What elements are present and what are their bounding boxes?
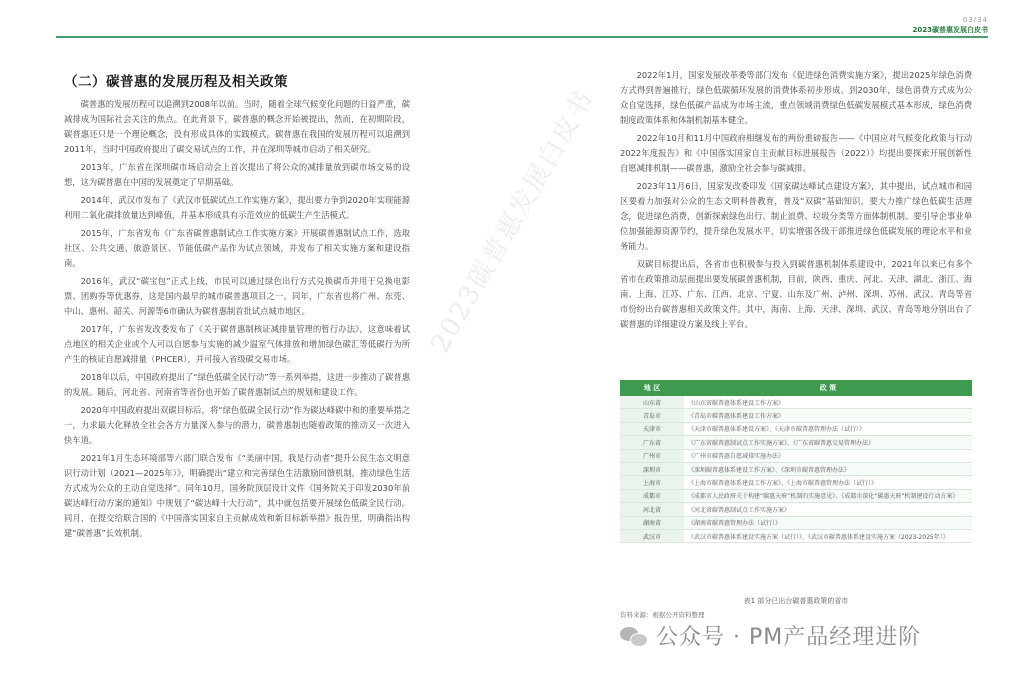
table-source: 资料来源：根据公开资料整理 (620, 611, 705, 619)
policy-cell: 《深圳碳普惠体系建设工作方案》、《深圳市碳普惠管理办法》 (684, 462, 972, 475)
table-row (620, 409, 972, 422)
paragraph: 碳普惠的发展历程可以追溯到2008年以前。当时，随着全球气候变化问题的日益严重，碳减排成为国际社会关注的焦点。在此背景下，碳普惠的概念开始被提出，然而，在初期阶段，碳普惠还只是一个理论概念，没有形成具体的实践模式。碳普惠在我国的发展历程可以追溯到2011年，当时中国政府提出了碳交易试点的工作，并在深圳等城市启动了相关研究。 (64, 99, 410, 154)
policy-cell: 《广州市碳普惠自愿减排实施办法》 (684, 449, 972, 462)
region-cell: 广州市 (620, 449, 684, 462)
table-row (620, 449, 972, 462)
table-row (620, 422, 972, 435)
paragraph: 2017年，广东省发改委发布了《关于碳普惠制核证减排量管理的暂行办法》，这意味着试点地区的相关企业或个人可以自愿参与实施的减少温室气体排放和增加绿色碳汇等低碳行为所产生的核证自愿减排量（PHCER），并可接入省级碳交易市场。 (64, 324, 410, 364)
policy-cell: 《广东省碳普惠制试点工作实施方案》、《广东省碳普惠交易管理办法》 (684, 436, 972, 449)
page-header (913, 16, 988, 35)
policy-cell: 《天津市碳普惠体系建设方案》、《天津市碳普惠管理办法（试行）》 (684, 422, 972, 435)
table-row (620, 436, 972, 449)
policy-cell: 《成都市人民政府关于构建“碳惠天府”机制的实施意见》、《成都市深化“碳惠天府”机制建设行动方案》 (684, 489, 972, 502)
column-header-policy: 政 策 (684, 380, 972, 396)
region-cell: 天津市 (620, 422, 684, 435)
paragraph: 2013年，广东省在深圳碳市场启动会上首次提出了将公众的减排量放到碳市场交易的设想，这为碳普惠在中国的发展奠定了早期基础。 (64, 162, 410, 187)
paragraph: 2015年，广东省发布《广东省碳普惠制试点工作实施方案》开展碳普惠制试点工作，选取社区、公共交通、旅游景区、节能低碳产品作为试点领域，并发布了相关实施方案和建设指南。 (64, 228, 410, 268)
column-header-region: 地 区 (620, 380, 684, 396)
table-row (620, 529, 972, 542)
policy-cell: 《山东省碳普惠体系建设工作方案》 (684, 396, 972, 409)
policy-table (620, 380, 972, 543)
region-cell: 上海市 (620, 476, 684, 489)
region-cell: 武汉市 (620, 529, 684, 542)
right-column (620, 68, 972, 335)
region-cell: 山东省 (620, 396, 684, 409)
paragraph: 2020年中国政府提出双碳目标后，将“绿色低碳全民行动”作为碳达峰碳中和的重要举措之一，力求最大化释放全社会各方力量深入参与的潜力，碳普惠制也随着政策的推动又一次进入快车道。 (64, 405, 410, 445)
policy-cell: 《河北省碳普惠制试点工作实施方案》 (684, 503, 972, 516)
paragraph: 2023年11月6日，国家发改委印发《国家碳达峰试点建设方案》，其中提出，试点城市和园区要着力加强对公众的生态文明科普教育，普及“双碳”基础知识，要大力推广绿色低碳生活理念，促进绿色消费，创新探索绿色出行、制止浪费、垃圾分类等方面体制机制。要引导企事业单位加强能源资源节约，提升绿色发展水平，切实增强各级干部推进绿色低碳发展的理论水平和业务能力。 (620, 181, 972, 251)
policy-cell: 《青岛市碳普惠体系建设工作方案》 (684, 409, 972, 422)
region-cell: 河北省 (620, 503, 684, 516)
left-column (64, 97, 410, 544)
watermark: 2023碳普惠发展白皮书 (425, 84, 601, 359)
table-row (620, 462, 972, 475)
header-divider (56, 36, 988, 38)
table-row (620, 476, 972, 489)
page-number: 03/34 (962, 16, 988, 24)
region-cell: 湖南省 (620, 516, 684, 529)
region-cell: 深圳市 (620, 462, 684, 475)
table-caption: 表1 部分已出台碳普惠政策的省市 (743, 597, 849, 605)
policy-cell: 《湖南省碳普惠管理办法（试行）》 (684, 516, 972, 529)
paragraph: 2018年以后，中国政府提出了“绿色低碳全民行动”等一系列举措，这进一步推动了碳普惠的发展。随后，河北省、河南省等省份也开始了碳普惠制试点的规划和建设工作。 (64, 372, 410, 397)
table-row (620, 396, 972, 409)
wechat-icon (620, 624, 650, 648)
brand-watermark (620, 620, 921, 651)
table-header-row (620, 380, 972, 396)
table-row (620, 489, 972, 502)
policy-cell: 《武汉市碳普惠体系建设实施方案（试行）》、《武汉市碳普惠体系建设实施方案（2023-2025年）》 (684, 529, 972, 542)
region-cell: 广东省 (620, 436, 684, 449)
paragraph: 2021年1月生态环境部等六部门联合发布《“美丽中国，我是行动者”提升公民生态文明意识行动计划（2021—2025年）》，明确提出“建立和完善绿色生活激励回馈机制，推动绿色生活方式成为公众的主动自觉选择”。同年10月，国务院顶层设计文件《国务院关于印发2030年前碳达峰行动方案的通知》中规划了“碳达峰十大行动”，其中就包括要开展绿色低碳全民行动。同月，在提交给联合国的《中国落实国家自主贡献成效和新目标新举措》报告里，明确指出构建“碳普惠”长效机制。 (64, 453, 410, 538)
paragraph: 2014年，武汉市发布了《武汉市低碳试点工作实施方案》，提出要力争到2020年实现能源利用二氧化碳排放量达到峰值，并基本形成具有示范效应的低碳生产生活模式。 (64, 195, 410, 220)
paragraph: 2022年10月和11月中国政府相继发布的两份重磅报告——《中国应对气候变化政策与行动2022年度报告》和《中国落实国家自主贡献目标进展报告（2022）》均提出要探索开展创新性自愿减排机制——碳普惠，激励全社会参与碳减排。 (620, 133, 972, 173)
brand-text: 公众号 · PM产品经理进阶 (656, 625, 922, 650)
region-cell: 青岛市 (620, 409, 684, 422)
table-row (620, 516, 972, 529)
report-title: 2023碳普惠发展白皮书 (912, 26, 988, 34)
section-title: （二）碳普惠的发展历程及相关政策 (64, 74, 288, 90)
paragraph: 2022年1月，国家发展改革委等部门发布《促进绿色消费实施方案》，提出2025年绿色消费方式得到普遍推行，绿色低碳循环发展的消费体系初步形成。到2030年，绿色消费方式成为公众自觉选择，绿色低碳产品成为市场主流，重点领域消费绿色低碳发展模式基本形成，绿色消费制度政策体系和体制机制基本健全。 (620, 70, 972, 125)
paragraph: 2016年，武汉“碳宝包”正式上线，市民可以通过绿色出行方式兑换碳币并用于兑换电影票、团购券等优惠券，这是国内最早的城市碳普惠项目之一。同年，广东省也将广州、东莞、中山、惠州、韶关、河源等6市确认为碳普惠制首批试点城市地区。 (64, 276, 410, 316)
policy-cell: 《上海市碳普惠体系建设工作方案》、《上海市碳普惠管理办法（试行）》 (684, 476, 972, 489)
region-cell: 成都市 (620, 489, 684, 502)
paragraph: 双碳目标提出后，各省市也积极参与投入到碳普惠机制体系建设中，2021年以来已有多个省市在政策推动层面提出要发展碳普惠机制，目前，陕西、重庆、河北、天津、湖北、浙江、海南、上海、江苏、广东、江西、北京、宁夏、山东及广州、泸州、深圳、苏州、武汉、青岛等省市份纷出台碳普惠相关政策文件。其中，海南、上海、天津、深圳、武汉、青岛等地分别出台了碳普惠的详细建设方案及线上平台。 (620, 259, 972, 329)
table-row (620, 503, 972, 516)
